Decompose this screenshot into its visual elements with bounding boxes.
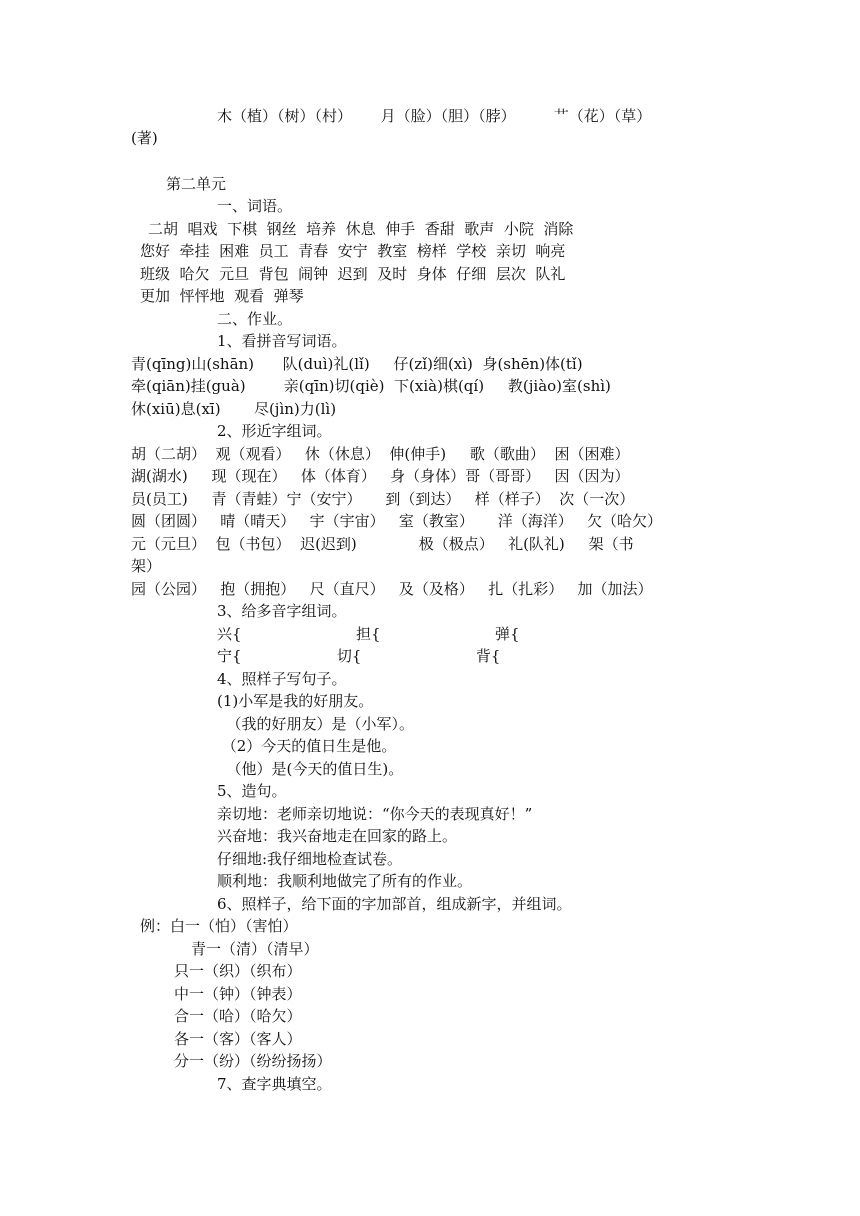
sentence-line: 兴奋地：我兴奋地走在回家的路上。 [217,827,458,845]
word-list-line: 二胡 唱戏 下棋 钢丝 培养 休息 伸手 香甜 歌声 小院 消除 [148,220,574,238]
sentence-line: （他）是(今天的值日生)。 [217,760,404,778]
sentence-line: 仔细地:我仔细地检查试卷。 [217,850,403,868]
exercise-heading: 3、给多音字组词。 [217,602,347,620]
example-line: 分一（纷）（纷纷扬扬） [174,1052,332,1070]
word-list-line: 更加 怦怦地 观看 弹琴 [140,287,304,305]
section-title: 第二单元 [166,175,227,193]
char-group-line: 胡（二胡） 观（观看） 休（休息） 伸(伸手) 歌（歌曲） 困（困难） [131,445,630,463]
example-line: 只一（织）（织布） [174,962,302,980]
char-group-line: 架） [131,557,162,575]
exercise-heading: 5、造句。 [217,782,287,800]
polyphone-line: 宁{ 切{ 背{ [217,647,501,665]
pinyin-line: 牵(qiān)挂(guà) 亲(qīn)切(qiè) 下(xià)棋(qí) 教(jiào)室(shì) [131,377,611,395]
char-group-line: 园（公园） 抱（拥抱） 尺（直尺） 及（及格） 扎（扎彩） 加（加法） [131,580,653,598]
subsection-heading: 二、作业。 [217,310,293,328]
char-group-line: 圆（团圆） 晴（晴天） 宇（宇宙） 室（教室） 洋（海洋） 欠（哈欠） [131,512,663,530]
text-line: 木（植）（树）（村） 月（脸）（胆）（脖） 艹（花）（草） [217,107,652,125]
pinyin-line: 青(qīng)山(shān) 队(duì)礼(lǐ) 仔(zǐ)细(xì) 身(shēn)体(tǐ) [131,355,583,373]
char-group-line: 员(员工) 青（青蛙）宁（安宁） 到（到达） 样（样子） 次（一次） [131,490,635,508]
word-list-line: 班级 哈欠 元旦 背包 闹钟 迟到 及时 身体 仔细 层次 队礼 [140,265,566,283]
exercise-heading: 7、查字典填空。 [217,1075,332,1093]
example-line: 合一（哈）（哈欠） [174,1007,302,1025]
exercise-heading: 1、看拼音写词语。 [217,332,347,350]
text-line: (著) [131,129,158,147]
exercise-heading: 4、照样子写句子。 [217,670,347,688]
subsection-heading: 一、词语。 [217,197,293,215]
sentence-line: 顺利地：我顺利地做完了所有的作业。 [217,872,473,890]
char-group-line: 元（元旦） 包（书包） 迟(迟到) 极（极点） 礼(队礼) 架（书 [131,535,634,553]
example-line: 例：白一（怕）（害怕） [140,917,298,935]
sentence-line: 亲切地：老师亲切地说：“你今天的表现真好！” [217,805,533,823]
exercise-heading: 2、形近字组词。 [217,422,332,440]
char-group-line: 湖(湖水) 现（现在） 体（体育） 身（身体）哥（哥哥） 因（因为） [131,467,630,485]
sentence-line: （我的好朋友）是（小军）。 [217,715,415,733]
example-line: 各一（客）（客人） [174,1030,302,1048]
pinyin-line: 休(xiū)息(xī) 尽(jìn)力(lì) [131,400,337,418]
example-line: 青一（清）（清早） [191,940,319,958]
example-line: 中一（钟）（钟表） [174,985,302,1003]
sentence-line: （2）今天的值日生是他。 [217,737,397,755]
polyphone-line: 兴{ 担{ 弹{ [217,625,520,643]
sentence-line: (1)小军是我的好朋友。 [217,692,374,710]
word-list-line: 您好 牵挂 困难 员工 青春 安宁 教室 榜样 学校 亲切 响亮 [140,242,566,260]
exercise-heading: 6、照样子，给下面的字加部首，组成新字，并组词。 [217,895,572,913]
